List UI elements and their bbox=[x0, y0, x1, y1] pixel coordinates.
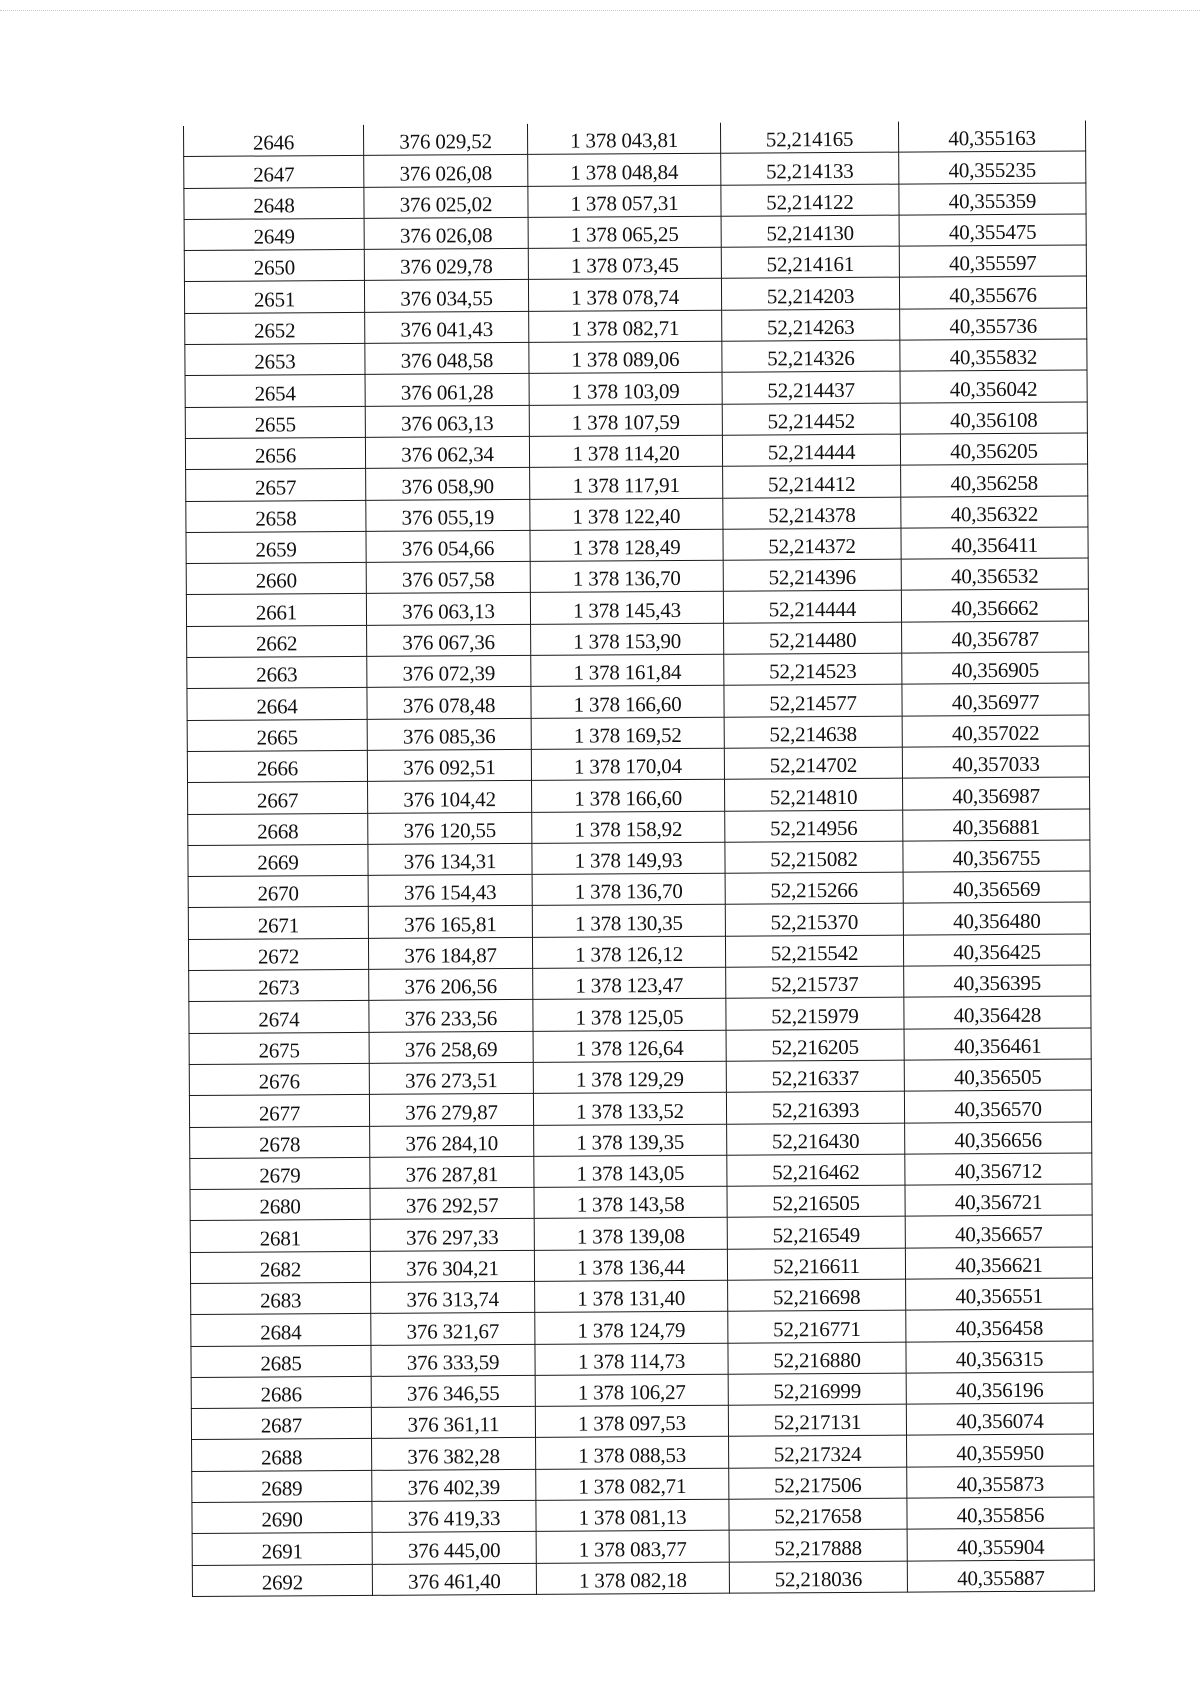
point-number-cell: 2670 bbox=[188, 876, 368, 908]
table-row bbox=[192, 1434, 1094, 1471]
latitude-cell: 52,214444 bbox=[722, 434, 900, 466]
table-row bbox=[191, 1372, 1093, 1409]
table-row bbox=[185, 308, 1087, 345]
longitude-cell: 40,355873 bbox=[907, 1466, 1094, 1498]
longitude-cell: 40,356196 bbox=[906, 1372, 1093, 1404]
table-row bbox=[186, 464, 1088, 501]
table-row bbox=[184, 245, 1086, 282]
y-coordinate-cell: 1 378 124,79 bbox=[535, 1311, 728, 1343]
y-coordinate-cell: 1 378 143,58 bbox=[534, 1186, 727, 1218]
latitude-cell: 52,217131 bbox=[728, 1404, 906, 1436]
x-coordinate-cell: 376 054,66 bbox=[366, 530, 530, 562]
table-row bbox=[191, 1278, 1093, 1315]
longitude-cell: 40,356205 bbox=[900, 433, 1087, 465]
x-coordinate-cell: 376 078,48 bbox=[367, 687, 531, 719]
longitude-cell: 40,355235 bbox=[899, 151, 1086, 183]
y-coordinate-cell: 1 378 126,12 bbox=[532, 936, 725, 968]
longitude-cell: 40,356258 bbox=[901, 464, 1088, 496]
longitude-cell: 40,356425 bbox=[903, 934, 1090, 966]
latitude-cell: 52,214378 bbox=[723, 497, 901, 529]
y-coordinate-cell: 1 378 126,64 bbox=[533, 1030, 726, 1062]
latitude-cell: 52,214372 bbox=[723, 528, 901, 560]
table-row bbox=[184, 183, 1086, 220]
x-coordinate-cell: 376 284,10 bbox=[370, 1125, 534, 1157]
table-row bbox=[187, 683, 1089, 720]
point-number-cell: 2684 bbox=[191, 1314, 371, 1346]
point-number-cell: 2662 bbox=[187, 625, 367, 657]
table-row bbox=[192, 1497, 1094, 1534]
x-coordinate-cell: 376 026,08 bbox=[364, 217, 528, 249]
table-row bbox=[189, 1059, 1091, 1096]
latitude-cell: 52,214523 bbox=[724, 653, 902, 685]
longitude-cell: 40,356987 bbox=[902, 777, 1089, 809]
x-coordinate-cell: 376 184,87 bbox=[368, 937, 532, 969]
longitude-cell: 40,355475 bbox=[899, 214, 1086, 246]
x-coordinate-cell: 376 346,55 bbox=[371, 1375, 535, 1407]
latitude-cell: 52,216549 bbox=[727, 1216, 905, 1248]
x-coordinate-cell: 376 297,33 bbox=[370, 1219, 534, 1251]
table-row bbox=[184, 214, 1086, 251]
latitude-cell: 52,214956 bbox=[725, 810, 903, 842]
latitude-cell: 52,214130 bbox=[721, 215, 899, 247]
table-row bbox=[192, 1466, 1094, 1503]
y-coordinate-cell: 1 378 139,08 bbox=[534, 1218, 727, 1250]
x-coordinate-cell: 376 461,40 bbox=[372, 1563, 536, 1595]
y-coordinate-cell: 1 378 136,70 bbox=[530, 560, 723, 592]
table-row bbox=[189, 965, 1091, 1002]
x-coordinate-cell: 376 055,19 bbox=[366, 499, 530, 531]
x-coordinate-cell: 376 063,13 bbox=[365, 405, 529, 437]
point-number-cell: 2671 bbox=[188, 907, 368, 939]
point-number-cell: 2658 bbox=[186, 500, 366, 532]
point-number-cell: 2681 bbox=[190, 1220, 370, 1252]
latitude-cell: 52,214122 bbox=[721, 184, 899, 216]
latitude-cell: 52,217324 bbox=[729, 1436, 907, 1468]
x-coordinate-cell: 376 029,52 bbox=[363, 124, 527, 156]
longitude-cell: 40,356108 bbox=[900, 402, 1087, 434]
y-coordinate-cell: 1 378 082,18 bbox=[536, 1562, 729, 1594]
x-coordinate-cell: 376 292,57 bbox=[370, 1187, 534, 1219]
point-number-cell: 2690 bbox=[192, 1501, 372, 1533]
latitude-cell: 52,214452 bbox=[722, 403, 900, 435]
point-number-cell: 2678 bbox=[190, 1126, 370, 1158]
longitude-cell: 40,357022 bbox=[902, 715, 1089, 747]
point-number-cell: 2665 bbox=[187, 719, 367, 751]
table-row bbox=[190, 1247, 1092, 1284]
longitude-cell: 40,356505 bbox=[904, 1059, 1091, 1091]
y-coordinate-cell: 1 378 097,53 bbox=[535, 1405, 728, 1437]
longitude-cell: 40,356428 bbox=[904, 996, 1091, 1028]
longitude-cell: 40,356656 bbox=[905, 1121, 1092, 1153]
longitude-cell: 40,356551 bbox=[906, 1278, 1093, 1310]
latitude-cell: 52,215737 bbox=[726, 966, 904, 998]
longitude-cell: 40,356905 bbox=[902, 652, 1089, 684]
table-row bbox=[190, 1153, 1092, 1190]
table-row bbox=[187, 621, 1089, 658]
latitude-cell: 52,214203 bbox=[721, 278, 899, 310]
latitude-cell: 52,216611 bbox=[727, 1248, 905, 1280]
point-number-cell: 2674 bbox=[189, 1001, 369, 1033]
y-coordinate-cell: 1 378 149,93 bbox=[532, 842, 725, 874]
x-coordinate-cell: 376 445,00 bbox=[372, 1532, 536, 1564]
longitude-cell: 40,355887 bbox=[907, 1560, 1094, 1592]
table-row bbox=[185, 433, 1087, 470]
latitude-cell: 52,217506 bbox=[729, 1467, 907, 1499]
table-row bbox=[188, 902, 1090, 939]
point-number-cell: 2668 bbox=[188, 813, 368, 845]
longitude-cell: 40,355950 bbox=[907, 1434, 1094, 1466]
longitude-cell: 40,355597 bbox=[899, 245, 1086, 277]
x-coordinate-cell: 376 321,67 bbox=[371, 1313, 535, 1345]
x-coordinate-cell: 376 058,90 bbox=[366, 468, 530, 500]
y-coordinate-cell: 1 378 128,49 bbox=[530, 529, 723, 561]
point-number-cell: 2647 bbox=[184, 156, 364, 188]
x-coordinate-cell: 376 258,69 bbox=[369, 1031, 533, 1063]
y-coordinate-cell: 1 378 133,52 bbox=[533, 1092, 726, 1124]
table-row bbox=[191, 1341, 1093, 1378]
y-coordinate-cell: 1 378 106,27 bbox=[535, 1374, 728, 1406]
table-row bbox=[186, 496, 1088, 533]
longitude-cell: 40,356458 bbox=[906, 1309, 1093, 1341]
table-row bbox=[187, 652, 1089, 689]
longitude-cell: 40,356395 bbox=[904, 965, 1091, 997]
x-coordinate-cell: 376 029,78 bbox=[364, 249, 528, 281]
longitude-cell: 40,356787 bbox=[902, 621, 1089, 653]
x-coordinate-cell: 376 154,43 bbox=[368, 875, 532, 907]
point-number-cell: 2677 bbox=[189, 1095, 369, 1127]
point-number-cell: 2675 bbox=[189, 1032, 369, 1064]
y-coordinate-cell: 1 378 123,47 bbox=[533, 967, 726, 999]
latitude-cell: 52,217888 bbox=[729, 1529, 907, 1561]
longitude-cell: 40,356570 bbox=[904, 1090, 1091, 1122]
longitude-cell: 40,356621 bbox=[905, 1247, 1092, 1279]
latitude-cell: 52,214412 bbox=[723, 465, 901, 497]
point-number-cell: 2689 bbox=[192, 1470, 372, 1502]
table-row bbox=[186, 527, 1088, 564]
coordinates-table-body bbox=[183, 120, 1094, 1596]
point-number-cell: 2657 bbox=[186, 469, 366, 501]
point-number-cell: 2649 bbox=[184, 218, 364, 250]
latitude-cell: 52,214702 bbox=[724, 747, 902, 779]
table-row bbox=[188, 840, 1090, 877]
y-coordinate-cell: 1 378 088,53 bbox=[536, 1437, 729, 1469]
latitude-cell: 52,216205 bbox=[726, 1029, 904, 1061]
scan-edge-line bbox=[0, 10, 1200, 11]
longitude-cell: 40,355856 bbox=[907, 1497, 1094, 1529]
point-number-cell: 2666 bbox=[187, 750, 367, 782]
y-coordinate-cell: 1 378 158,92 bbox=[532, 811, 725, 843]
longitude-cell: 40,356411 bbox=[901, 527, 1088, 559]
y-coordinate-cell: 1 378 082,71 bbox=[529, 310, 722, 342]
latitude-cell: 52,214161 bbox=[721, 246, 899, 278]
x-coordinate-cell: 376 333,59 bbox=[371, 1344, 535, 1376]
y-coordinate-cell: 1 378 136,44 bbox=[534, 1249, 727, 1281]
x-coordinate-cell: 376 063,13 bbox=[366, 593, 530, 625]
point-number-cell: 2669 bbox=[188, 844, 368, 876]
point-number-cell: 2686 bbox=[191, 1376, 371, 1408]
table-row bbox=[185, 370, 1087, 407]
table-row bbox=[189, 996, 1091, 1033]
longitude-cell: 40,356881 bbox=[903, 809, 1090, 841]
table-row bbox=[185, 402, 1087, 439]
coordinates-table bbox=[183, 120, 1095, 1596]
point-number-cell: 2648 bbox=[184, 187, 364, 219]
point-number-cell: 2680 bbox=[190, 1188, 370, 1220]
latitude-cell: 52,216337 bbox=[726, 1060, 904, 1092]
latitude-cell: 52,214133 bbox=[721, 152, 899, 184]
x-coordinate-cell: 376 085,36 bbox=[367, 718, 531, 750]
latitude-cell: 52,214638 bbox=[724, 716, 902, 748]
point-number-cell: 2654 bbox=[185, 375, 365, 407]
table-row bbox=[191, 1403, 1093, 1440]
latitude-cell: 52,214444 bbox=[723, 591, 901, 623]
table-row bbox=[184, 276, 1086, 313]
y-coordinate-cell: 1 378 114,20 bbox=[529, 435, 722, 467]
longitude-cell: 40,356074 bbox=[906, 1403, 1093, 1435]
latitude-cell: 52,217658 bbox=[729, 1498, 907, 1530]
point-number-cell: 2656 bbox=[185, 437, 365, 469]
latitude-cell: 52,216698 bbox=[728, 1279, 906, 1311]
table-row bbox=[186, 589, 1088, 626]
table-row bbox=[187, 715, 1089, 752]
x-coordinate-cell: 376 134,31 bbox=[368, 843, 532, 875]
point-number-cell: 2661 bbox=[186, 594, 366, 626]
longitude-cell: 40,355904 bbox=[907, 1528, 1094, 1560]
point-number-cell: 2687 bbox=[191, 1408, 371, 1440]
point-number-cell: 2676 bbox=[189, 1063, 369, 1095]
point-number-cell: 2650 bbox=[184, 250, 364, 282]
table-row bbox=[190, 1184, 1092, 1221]
y-coordinate-cell: 1 378 130,35 bbox=[532, 905, 725, 937]
table-row bbox=[189, 1028, 1091, 1065]
table-row bbox=[192, 1560, 1094, 1597]
latitude-cell: 52,214165 bbox=[720, 122, 898, 154]
longitude-cell: 40,355359 bbox=[899, 183, 1086, 215]
point-number-cell: 2664 bbox=[187, 688, 367, 720]
latitude-cell: 52,216505 bbox=[727, 1185, 905, 1217]
y-coordinate-cell: 1 378 083,77 bbox=[536, 1531, 729, 1563]
x-coordinate-cell: 376 025,02 bbox=[364, 186, 528, 218]
point-number-cell: 2672 bbox=[188, 938, 368, 970]
table-row bbox=[188, 934, 1090, 971]
point-number-cell: 2655 bbox=[185, 406, 365, 438]
latitude-cell: 52,214437 bbox=[722, 371, 900, 403]
table-row bbox=[190, 1215, 1092, 1252]
table-row bbox=[191, 1309, 1093, 1346]
table-row bbox=[188, 871, 1090, 908]
x-coordinate-cell: 376 304,21 bbox=[370, 1250, 534, 1282]
y-coordinate-cell: 1 378 122,40 bbox=[530, 498, 723, 530]
y-coordinate-cell: 1 378 153,90 bbox=[531, 623, 724, 655]
x-coordinate-cell: 376 041,43 bbox=[365, 311, 529, 343]
longitude-cell: 40,356721 bbox=[905, 1184, 1092, 1216]
latitude-cell: 52,216462 bbox=[727, 1154, 905, 1186]
longitude-cell: 40,356322 bbox=[901, 496, 1088, 528]
table-row bbox=[186, 558, 1088, 595]
x-coordinate-cell: 376 061,28 bbox=[365, 374, 529, 406]
latitude-cell: 52,215979 bbox=[726, 997, 904, 1029]
longitude-cell: 40,356657 bbox=[905, 1215, 1092, 1247]
point-number-cell: 2692 bbox=[192, 1564, 372, 1596]
longitude-cell: 40,357033 bbox=[902, 746, 1089, 778]
y-coordinate-cell: 1 378 089,06 bbox=[529, 341, 722, 373]
x-coordinate-cell: 376 165,81 bbox=[368, 906, 532, 938]
x-coordinate-cell: 376 233,56 bbox=[369, 1000, 533, 1032]
x-coordinate-cell: 376 048,58 bbox=[365, 342, 529, 374]
latitude-cell: 52,214326 bbox=[722, 340, 900, 372]
y-coordinate-cell: 1 378 136,70 bbox=[532, 873, 725, 905]
y-coordinate-cell: 1 378 057,31 bbox=[528, 185, 721, 217]
latitude-cell: 52,216430 bbox=[727, 1123, 905, 1155]
latitude-cell: 52,214480 bbox=[724, 622, 902, 654]
point-number-cell: 2651 bbox=[184, 281, 364, 313]
point-number-cell: 2667 bbox=[188, 782, 368, 814]
y-coordinate-cell: 1 378 107,59 bbox=[529, 404, 722, 436]
longitude-cell: 40,356712 bbox=[905, 1153, 1092, 1185]
longitude-cell: 40,356977 bbox=[902, 683, 1089, 715]
x-coordinate-cell: 376 034,55 bbox=[364, 280, 528, 312]
y-coordinate-cell: 1 378 078,74 bbox=[528, 279, 721, 311]
x-coordinate-cell: 376 120,55 bbox=[368, 812, 532, 844]
y-coordinate-cell: 1 378 131,40 bbox=[535, 1280, 728, 1312]
latitude-cell: 52,216880 bbox=[728, 1342, 906, 1374]
latitude-cell: 52,214396 bbox=[723, 559, 901, 591]
y-coordinate-cell: 1 378 117,91 bbox=[530, 466, 723, 498]
y-coordinate-cell: 1 378 129,29 bbox=[533, 1061, 726, 1093]
y-coordinate-cell: 1 378 103,09 bbox=[529, 373, 722, 405]
y-coordinate-cell: 1 378 161,84 bbox=[531, 654, 724, 686]
y-coordinate-cell: 1 378 169,52 bbox=[531, 717, 724, 749]
y-coordinate-cell: 1 378 114,73 bbox=[535, 1343, 728, 1375]
x-coordinate-cell: 376 067,36 bbox=[367, 624, 531, 656]
y-coordinate-cell: 1 378 065,25 bbox=[528, 216, 721, 248]
x-coordinate-cell: 376 026,08 bbox=[364, 155, 528, 187]
longitude-cell: 40,356532 bbox=[901, 558, 1088, 590]
x-coordinate-cell: 376 419,33 bbox=[372, 1500, 536, 1532]
point-number-cell: 2679 bbox=[190, 1157, 370, 1189]
longitude-cell: 40,356480 bbox=[903, 902, 1090, 934]
x-coordinate-cell: 376 104,42 bbox=[368, 781, 532, 813]
longitude-cell: 40,356315 bbox=[906, 1341, 1093, 1373]
x-coordinate-cell: 376 402,39 bbox=[372, 1469, 536, 1501]
table-row bbox=[188, 777, 1090, 814]
y-coordinate-cell: 1 378 081,13 bbox=[536, 1499, 729, 1531]
point-number-cell: 2673 bbox=[189, 969, 369, 1001]
latitude-cell: 52,214263 bbox=[722, 309, 900, 341]
latitude-cell: 52,216999 bbox=[728, 1373, 906, 1405]
point-number-cell: 2691 bbox=[192, 1533, 372, 1565]
point-number-cell: 2663 bbox=[187, 656, 367, 688]
longitude-cell: 40,355832 bbox=[900, 339, 1087, 371]
x-coordinate-cell: 376 382,28 bbox=[372, 1438, 536, 1470]
y-coordinate-cell: 1 378 143,05 bbox=[534, 1155, 727, 1187]
latitude-cell: 52,216393 bbox=[726, 1091, 904, 1123]
y-coordinate-cell: 1 378 166,60 bbox=[532, 779, 725, 811]
point-number-cell: 2682 bbox=[190, 1251, 370, 1283]
table-row bbox=[187, 746, 1089, 783]
y-coordinate-cell: 1 378 166,60 bbox=[531, 686, 724, 718]
x-coordinate-cell: 376 057,58 bbox=[366, 562, 530, 594]
point-number-cell: 2660 bbox=[186, 563, 366, 595]
y-coordinate-cell: 1 378 043,81 bbox=[527, 123, 720, 155]
y-coordinate-cell: 1 378 073,45 bbox=[528, 247, 721, 279]
longitude-cell: 40,356569 bbox=[903, 871, 1090, 903]
y-coordinate-cell: 1 378 139,35 bbox=[534, 1124, 727, 1156]
longitude-cell: 40,355736 bbox=[900, 308, 1087, 340]
point-number-cell: 2653 bbox=[185, 343, 365, 375]
table-row bbox=[185, 339, 1087, 376]
x-coordinate-cell: 376 092,51 bbox=[367, 749, 531, 781]
point-number-cell: 2652 bbox=[185, 312, 365, 344]
x-coordinate-cell: 376 279,87 bbox=[369, 1094, 533, 1126]
table-row bbox=[188, 809, 1090, 846]
x-coordinate-cell: 376 062,34 bbox=[365, 436, 529, 468]
point-number-cell: 2646 bbox=[183, 125, 363, 157]
x-coordinate-cell: 376 313,74 bbox=[371, 1281, 535, 1313]
y-coordinate-cell: 1 378 082,71 bbox=[536, 1468, 729, 1500]
longitude-cell: 40,356042 bbox=[900, 370, 1087, 402]
longitude-cell: 40,355163 bbox=[898, 120, 1085, 152]
point-number-cell: 2685 bbox=[191, 1345, 371, 1377]
point-number-cell: 2688 bbox=[192, 1439, 372, 1471]
latitude-cell: 52,214577 bbox=[724, 684, 902, 716]
point-number-cell: 2659 bbox=[186, 531, 366, 563]
latitude-cell: 52,218036 bbox=[729, 1561, 907, 1593]
x-coordinate-cell: 376 072,39 bbox=[367, 655, 531, 687]
longitude-cell: 40,356662 bbox=[901, 589, 1088, 621]
latitude-cell: 52,215082 bbox=[725, 841, 903, 873]
table-row bbox=[192, 1528, 1094, 1565]
longitude-cell: 40,356461 bbox=[904, 1028, 1091, 1060]
y-coordinate-cell: 1 378 170,04 bbox=[531, 748, 724, 780]
latitude-cell: 52,215370 bbox=[725, 904, 903, 936]
y-coordinate-cell: 1 378 125,05 bbox=[533, 999, 726, 1031]
latitude-cell: 52,215542 bbox=[725, 935, 903, 967]
latitude-cell: 52,215266 bbox=[725, 872, 903, 904]
table-row bbox=[190, 1121, 1092, 1158]
longitude-cell: 40,356755 bbox=[903, 840, 1090, 872]
x-coordinate-cell: 376 206,56 bbox=[369, 968, 533, 1000]
table-row bbox=[183, 120, 1085, 156]
x-coordinate-cell: 376 287,81 bbox=[370, 1156, 534, 1188]
x-coordinate-cell: 376 361,11 bbox=[371, 1407, 535, 1439]
y-coordinate-cell: 1 378 048,84 bbox=[528, 154, 721, 186]
x-coordinate-cell: 376 273,51 bbox=[369, 1062, 533, 1094]
table-row bbox=[184, 151, 1086, 188]
point-number-cell: 2683 bbox=[191, 1282, 371, 1314]
longitude-cell: 40,355676 bbox=[899, 276, 1086, 308]
table-row bbox=[189, 1090, 1091, 1127]
latitude-cell: 52,216771 bbox=[728, 1310, 906, 1342]
y-coordinate-cell: 1 378 145,43 bbox=[530, 592, 723, 624]
latitude-cell: 52,214810 bbox=[725, 778, 903, 810]
